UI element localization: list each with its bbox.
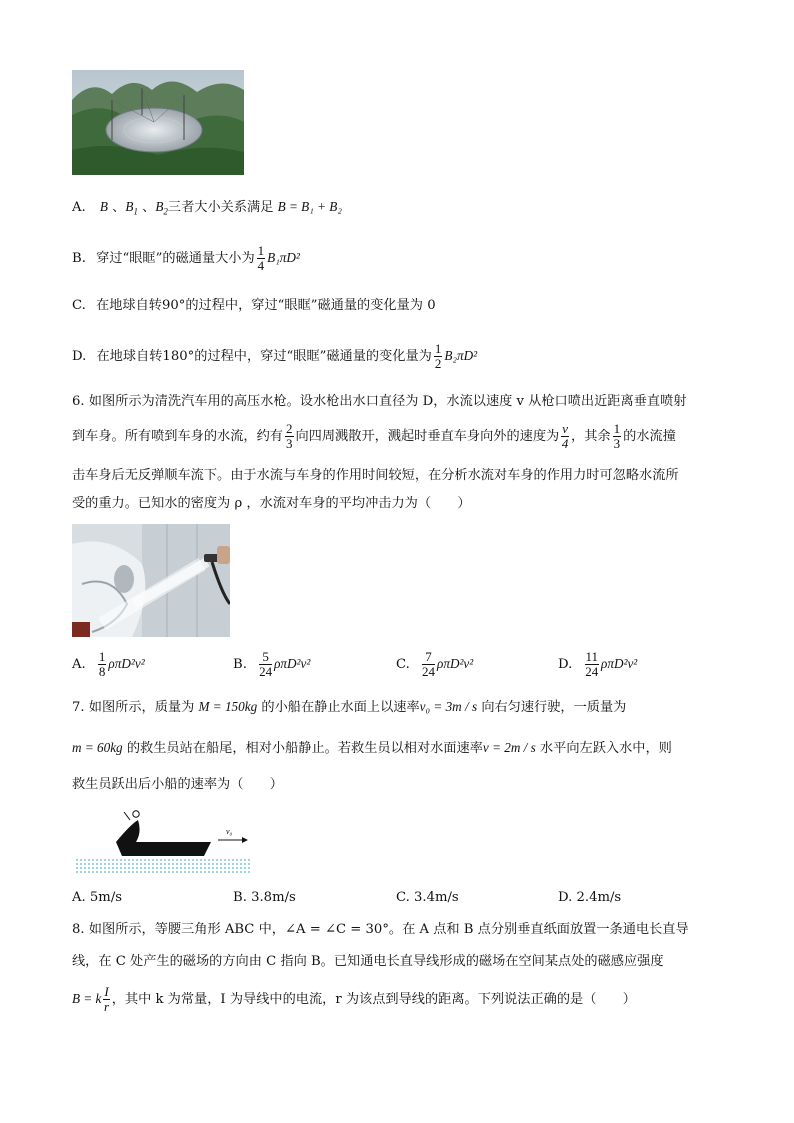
q7-option-a: A. 5m/s [72,890,123,905]
water-gun-illustration [72,524,230,637]
q8-line-3: B = k $\frac{I}{r}$ ，其中 k 为常量，I 为导线中的电流，r 为该点到导线的距离。下列说法正确的是（ ） [72,984,636,1014]
q5-option-c: C. 在地球自转90°的过程中，穿过“眼眶”磁通量的变化量为 0 [72,298,436,313]
q7-option-b: B. 3.8m/s [233,890,296,905]
q6-line-3: 击车身后无反弹顺车流下。由于水流与车身的作用时间较短，在分析水流对车身的作用力时可忽略水流所 [72,468,679,483]
q6-line-2: 到车身。所有喷到车身的水流，约有 $\frac{2}{3}$ 向四周溅散开，溅起时垂直车身向外的速度为 $\frac{v}{4}$ ，其余 $\frac{1}{3}$ 的水流撞 [72,421,676,451]
v0-label: v₀ [226,827,233,836]
fraction: $\frac{5}{24}$ [259,649,273,679]
fraction: $\frac{v}{4}$ [561,421,569,451]
q7-line-2: m = 60kg 的救生员站在船尾，相对小船静止。若救生员以相对水面速率v = 2m / s 水平向左跃入水中，则 [72,740,672,756]
fraction: $\frac{1}{4}$ [257,243,265,273]
q7-line-1: 7. 如图所示，质量为 M = 150kg 的小船在静止水面上以速率v₀ = 3m / s 向右匀速行驶，一质量为 [72,699,627,715]
fraction: $\frac{1}{2}$ [434,341,442,371]
q6-option-d: D. $\frac{11}{24}$ ρπD²v² [558,649,638,679]
q7-option-d: D. 2.4m/s [558,890,622,905]
q8-line-2: 线，在 C 处产生的磁场的方向由 C 指向 B。已知通电长直导线形成的磁场在空间某点处的磁感应强度 [72,954,664,969]
q5-option-d: D. 在地球自转180°的过程中，穿过“眼眶”磁通量的变化量为 $\frac{1}{2}$ B₂πD² [72,341,478,371]
q5-option-b: B. 穿过“眼眶”的磁通量大小为 $\frac{1}{4}$ B₁πD² [72,243,300,273]
q6-line-4: 受的重力。已知水的密度为 ρ ，水流对车身的平均冲击力为（ ） [72,496,471,511]
q7-option-c: C. 3.4m/s [396,890,459,905]
q5-option-a: A. B 、$B_1$ 、$B_2$三者大小关系满足 B = B₁ + B₂ [72,199,342,217]
fraction: $\frac{I}{r}$ [104,984,110,1014]
q8-line-1: 8. 如图所示，等腰三角形 ABC 中，∠A = ∠C = 30°。在 A 点和 B 点分别垂直纸面放置一条通电长直导 [72,922,689,937]
water-gun-photo [72,524,230,637]
boat-diagram [76,806,252,878]
q6-option-a: A. $\frac{1}{8}$ ρπD²v² [72,649,145,679]
fraction: $\frac{2}{3}$ [286,421,293,451]
fraction: $\frac{1}{8}$ [98,649,106,679]
boat-svg [76,806,252,878]
fraction: $\frac{11}{24}$ [585,649,599,679]
telescope-illustration [72,70,244,175]
fraction: $\frac{1}{3}$ [613,421,621,451]
q6-option-b: B. $\frac{5}{24}$ ρπD²v² [233,649,311,679]
fast-telescope-photo [72,70,244,175]
fraction: $\frac{7}{24}$ [422,649,436,679]
q6-option-c: C. $\frac{7}{24}$ ρπD²v² [396,649,474,679]
q6-line-1: 6. 如图所示为清洗汽车用的高压水枪。设水枪出水口直径为 D，水流以速度 v 从枪口喷出近距离垂直喷射 [72,394,687,409]
q7-line-3: 救生员跃出后小船的速率为（ ） [72,777,283,792]
